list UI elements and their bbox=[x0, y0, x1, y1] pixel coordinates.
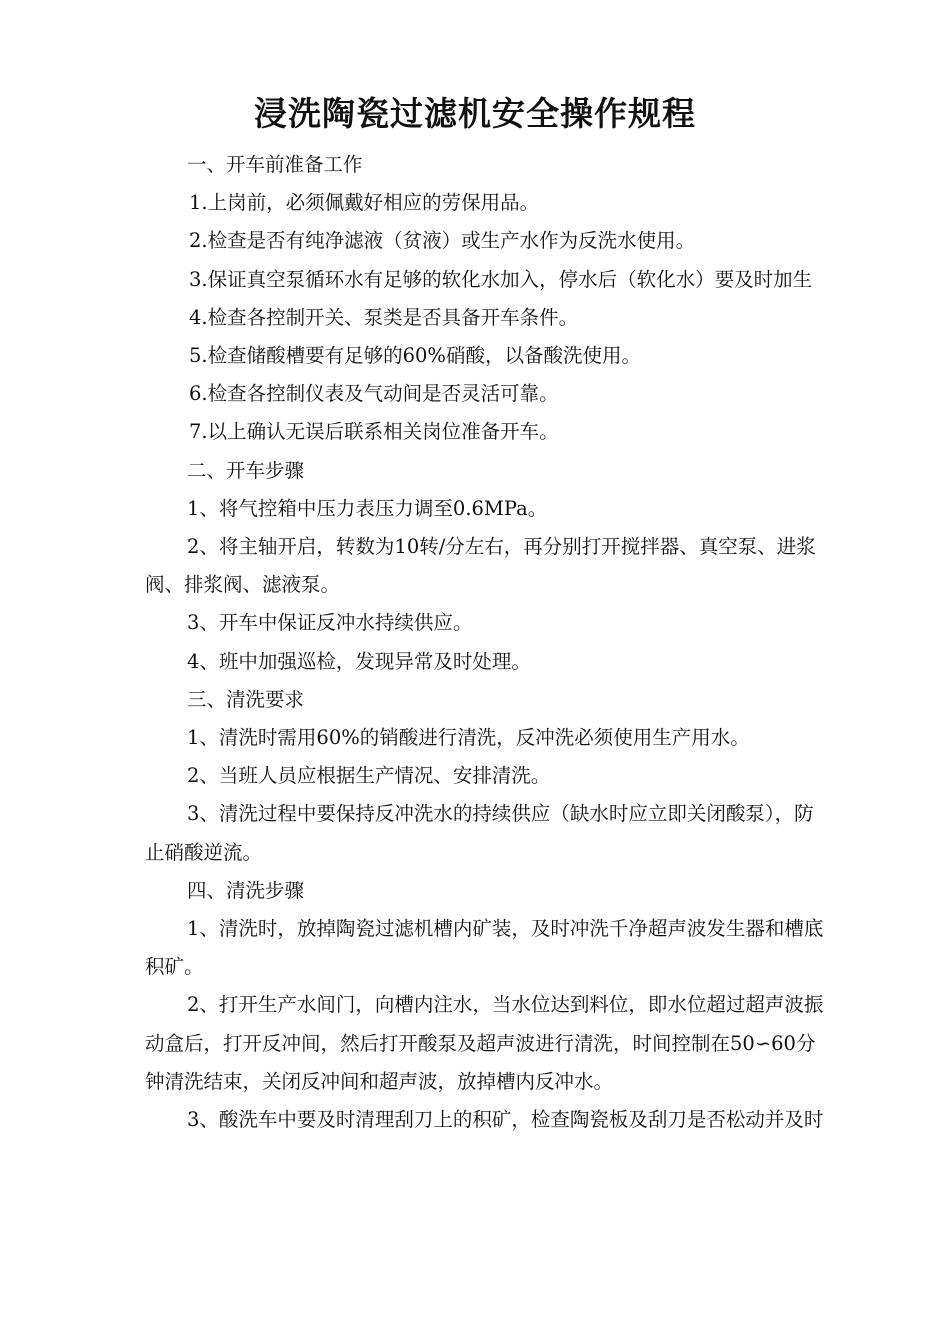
prep-item-7: 7.以上确认无误后联系相关岗位准备开车。 bbox=[189, 420, 559, 444]
start-step-1: 1、将气控箱中压力表压力调至0.6MPa。 bbox=[187, 496, 548, 520]
section-heading-start: 二、开车步骤 bbox=[187, 458, 305, 482]
cleaning-requirement-3: 3、清洗过程中要保持反冲洗水的持续供应（缺水时应立即关闭酸泵），防止硝酸逆流。 bbox=[145, 802, 814, 864]
prep-item-1: 1.上岗前，必须佩戴好相应的劳保用品。 bbox=[189, 191, 540, 215]
cleaning-step-1: 1、清洗时，放掉陶瓷过滤机槽内矿装，及时冲洗千净超声波发生器和槽底 积矿。 bbox=[145, 917, 824, 979]
prep-item-6: 6.检查各控制仪表及气动间是否灵活可靠。 bbox=[189, 382, 559, 406]
cleaning-requirement-2: 2、当班人员应根据生产情况、安排清洗。 bbox=[187, 764, 551, 788]
document-title: 浸洗陶瓷过滤机安全操作规程 bbox=[254, 94, 696, 133]
section-heading-prep: 一、开车前准备工作 bbox=[187, 153, 363, 176]
section-heading-cleaning-steps: 四、清洗步骤 bbox=[187, 878, 305, 902]
start-step-4: 4、班中加强巡检，发现异常及时处理。 bbox=[187, 649, 531, 673]
prep-item-3: 3.保证真空泵循环水有足够的软化水加入，停水后（软化水）要及时加生 bbox=[189, 267, 813, 291]
prep-item-5: 5.检查储酸槽要有足够的60%硝酸，以备酸洗使用。 bbox=[189, 344, 641, 368]
cleaning-step-2: 2、打开生产水间门，向槽内注水，当水位达到料位，即水位超过超声波振 动盒后，打开反冲间，然后打开酸泵及超声波进行清洗，时间控制在50∽60分 钟清洗结束，关闭反冲间和超声波，放掉槽内反冲水。 bbox=[145, 993, 824, 1093]
document-body bbox=[145, 146, 825, 1139]
section-heading-cleaning-requirements: 三、清洗要求 bbox=[187, 687, 305, 711]
start-step-3: 3、开车中保证反冲水持续供应。 bbox=[187, 611, 473, 635]
cleaning-requirement-1: 1、清洗时需用60%的销酸进行清洗，反冲洗必须使用生产用水。 bbox=[187, 726, 750, 750]
prep-item-2: 2.检查是否有纯净滤液（贫液）或生产水作为反洗水使用。 bbox=[189, 229, 696, 253]
prep-item-4: 4.检查各控制开关、泵类是否具备开车条件。 bbox=[189, 305, 579, 329]
start-step-2: 2、将主轴开启，转数为10转/分左右，再分别打开搅拌器、真空泵、进浆阀、排浆阀、滤液泵。 bbox=[145, 535, 816, 597]
cleaning-step-3: 3、酸洗车中要及时清理刮刀上的积矿，检查陶瓷板及刮刀是否松动并及时 bbox=[187, 1108, 824, 1132]
